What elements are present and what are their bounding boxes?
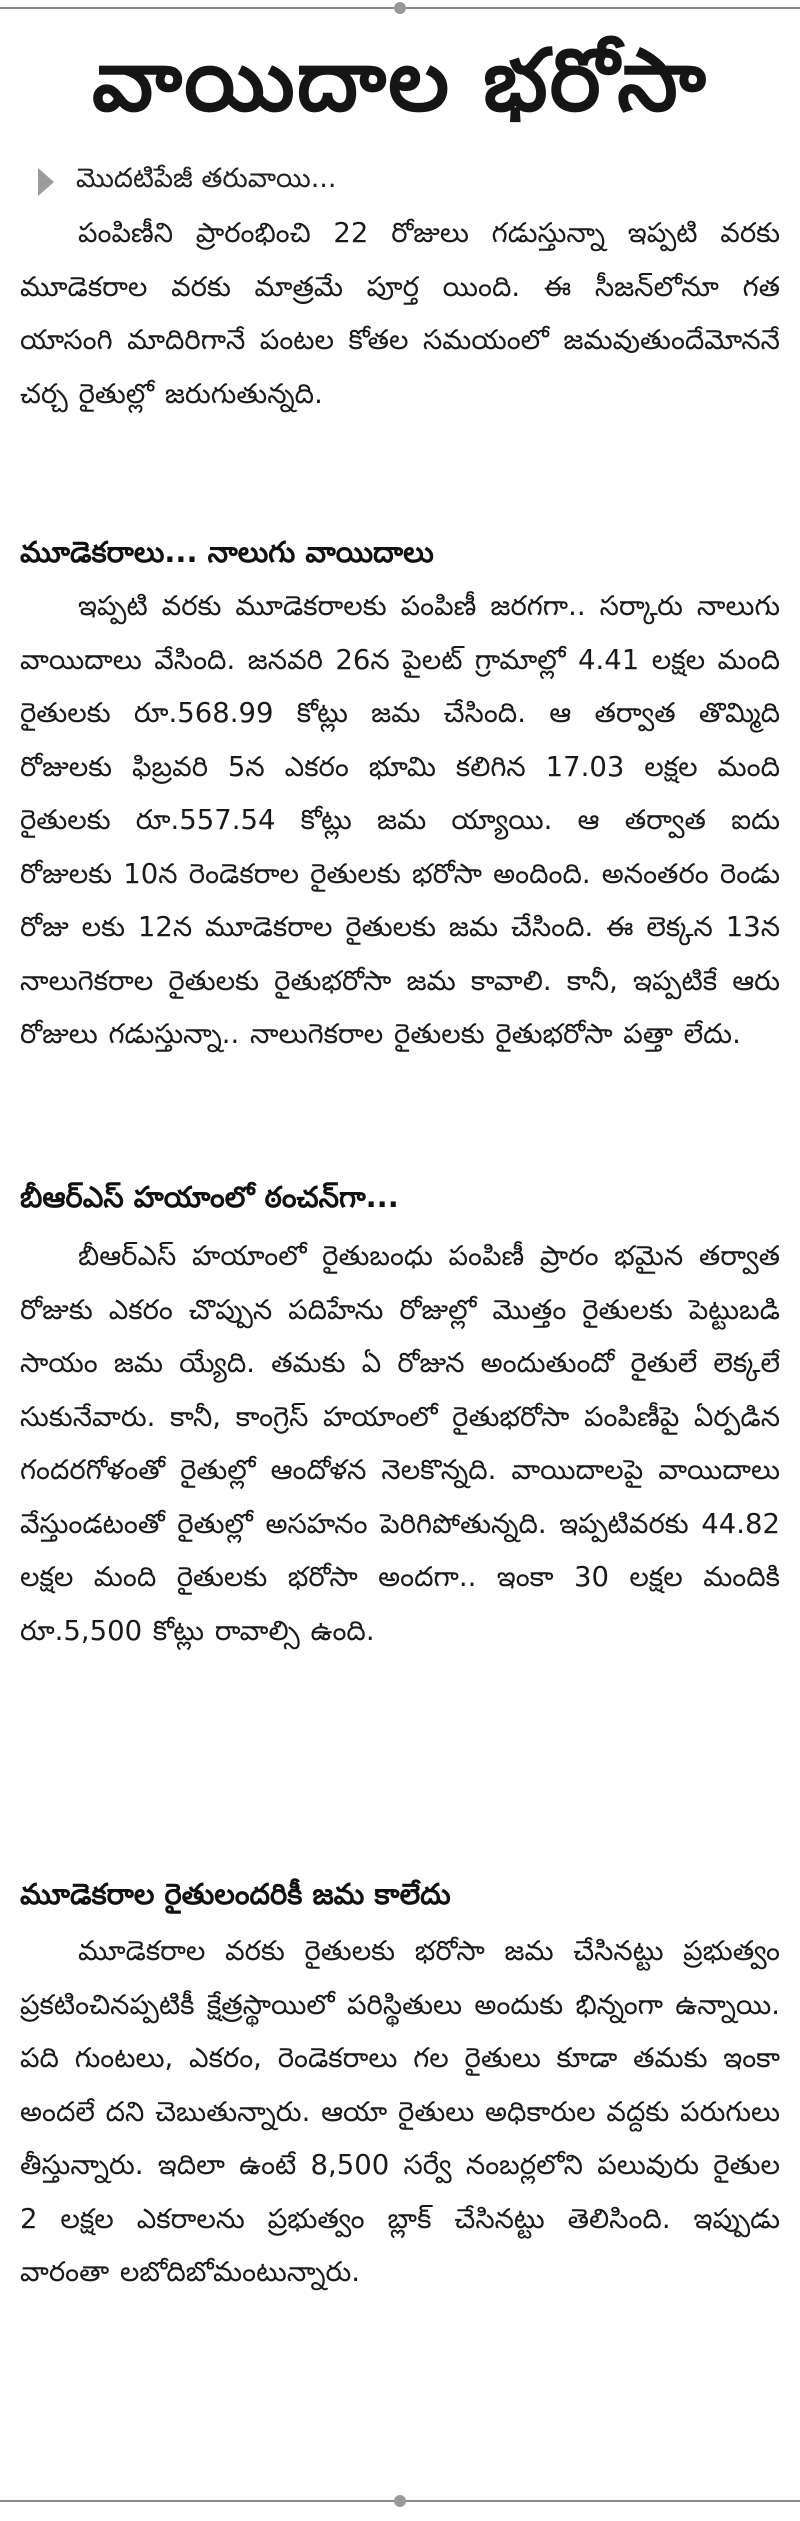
paragraph-not-credited xyxy=(20,1925,780,2300)
bottom-divider-dot xyxy=(394,2495,406,2507)
subhead-not-credited: మూడెకరాల రైతులందరికీ జమ కాలేదు xyxy=(20,1877,451,1911)
paragraph-text: బీఆర్ఎస్ హయాంలో రైతుబంధు పంపిణీ ప్రారం భమైన తర్వాత రోజుకు ఎకరం చొప్పున పదిహేను రోజుల్లో మొత్తం రైతులకు పెట్టుబడి సాయం జమ య్యేది. తమకు ఏ రోజున అందుతుందో రైతులే లెక్కలే సుకునేవారు. కానీ, కాంగ్రెస్ హయాంలో రైతుభరోసా పంపిణీపై ఏర్పడిన గందరగోళంతో రైతుల్లో ఆందోళన నెలకొన్నది. వాయిదాలపై వాయిదాలు వేస్తుండటంతో రైతుల్లో అసహనం పెరిగిపోతున్నది. ఇప్పటివరకు 44.82 లక్షల మంది రైతులకు భరోసా అందగా.. ఇంకా 30 లక్షల మందికి రూ.5,500 కోట్లు రావాల్సి ఉంది. xyxy=(20,1240,780,1647)
subhead-brs-era: బీఆర్ఎస్ హయాంలో ఠంచన్‌గా... xyxy=(20,1180,399,1214)
arrow-icon xyxy=(38,168,54,196)
top-divider-dot xyxy=(394,2,406,14)
kicker xyxy=(38,160,336,204)
paragraph-text: పంపిణీని ప్రారంభించి 22 రోజులు గడుస్తున్నా ఇప్పటి వరకు మూడెకరాల వరకు మాత్రమే పూర్త యింది. ఈ సీజన్‌లోనూ గత యాసంగి మాదిరిగానే పంటల కోతల సమయంలో జమవుతుందేమోననే చర్చ రైతుల్లో జరుగుతున్నది. xyxy=(20,217,780,410)
subhead-three-acres: మూడెకరాలు... నాలుగు వాయిదాలు xyxy=(20,535,434,569)
paragraph-intro xyxy=(20,207,780,421)
paragraph-text: మూడెకరాల వరకు రైతులకు భరోసా జమ చేసినట్టు ప్రభుత్వం ప్రకటించినప్పటికీ క్షేత్రస్థాయిలో పరిస్థితులు అందుకు భిన్నంగా ఉన్నాయి. పది గుంటలు, ఎకరం, రెండెకరాలు గల రైతులు కూడా తమకు ఇంకా అందలే దని చెబుతున్నారు. ఆయా రైతులు అధికారుల వద్దకు పరుగులు తీస్తున్నారు. ఇదిలా ఉంటే 8,500 సర్వే నంబర్లలోని పలువురు రైతుల 2 లక్షల ఎకరాలను ప్రభుత్వం బ్లాక్ చేసినట్టు తెలిసింది. ఇప్పుడు వారంతా లబోదిబోమంటున్నారు. xyxy=(20,1935,780,2288)
kicker-text: మొదటిపేజీ తరువాయి... xyxy=(76,163,337,194)
headline: వాయిదాల భరోసా xyxy=(92,31,708,131)
paragraph-text: ఇప్పటి వరకు మూడెకరాలకు పంపిణీ జరగగా.. సర్కారు నాలుగు వాయిదాలు వేసింది. జనవరి 26న పైలట్ గ్రామాల్లో 4.41 లక్షల మంది రైతులకు రూ.568.99 కోట్లు జమ చేసింది. ఆ తర్వాత తొమ్మిది రోజులకు ఫిబ్రవరి 5న ఎకరం భూమి కలిగిన 17.03 లక్షల మంది రైతులకు రూ.557.54 కోట్లు జమ య్యాయి. ఆ తర్వాత ఐదు రోజులకు 10న రెండెకరాల రైతులకు భరోసా అందింది. అనంతరం రెండు రోజు లకు 12న మూడెకరాల రైతులకు జమ చేసింది. ఈ లెక్కన 13న నాలుగెకరాల రైతులకు రైతుభరోసా జమ కావాలి. కానీ, ఇప్పటికే ఆరు రోజులు గడుస్తున్నా.. నాలుగెకరాల రైతులకు రైతుభరోసా పత్తా లేదు. xyxy=(20,590,780,1050)
paragraph-brs-era xyxy=(20,1230,780,1658)
paragraph-three-acres xyxy=(20,580,780,1062)
